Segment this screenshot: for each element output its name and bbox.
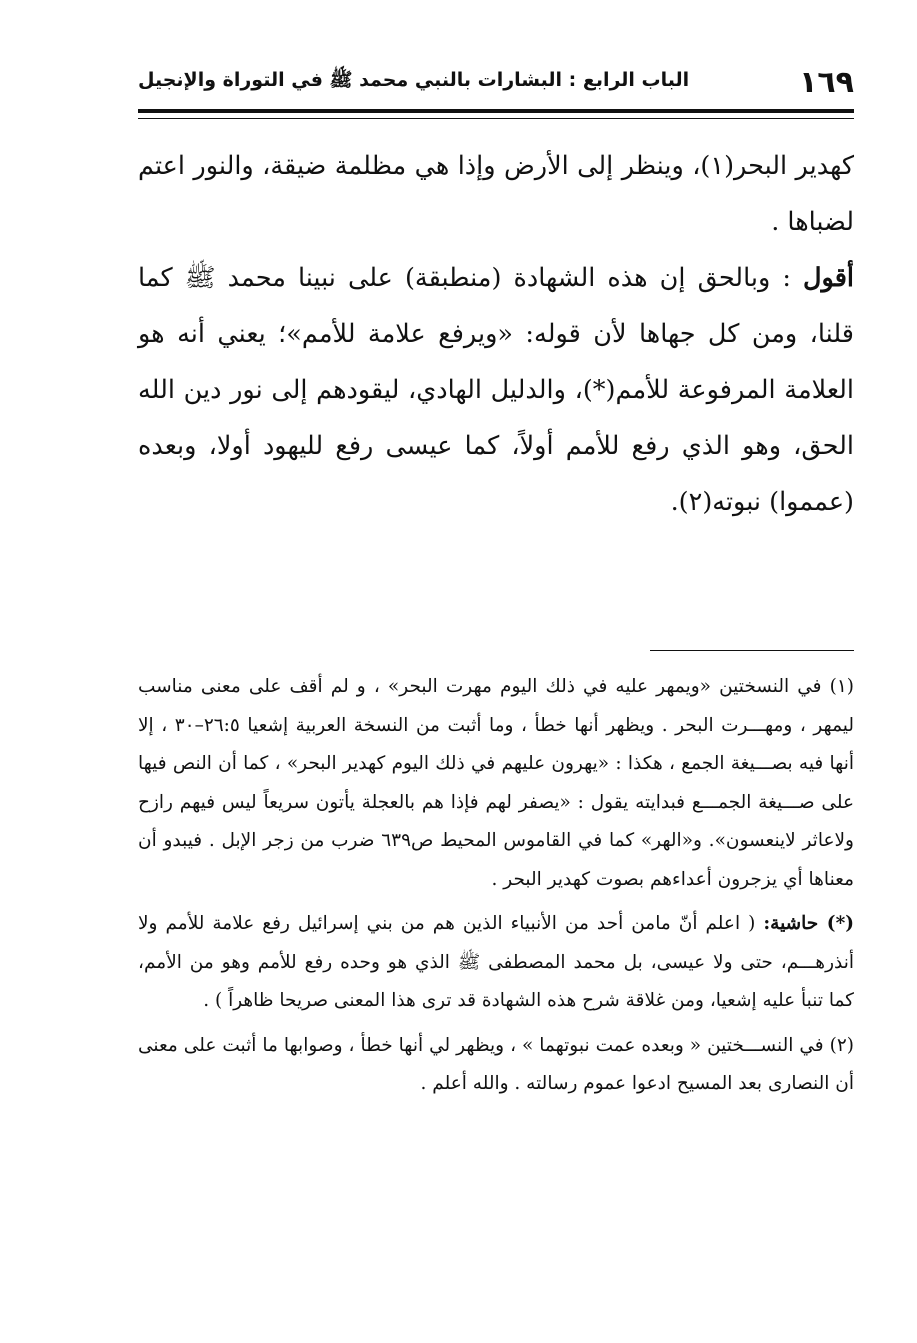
main-text — [138, 138, 854, 530]
header-rule-thin — [138, 118, 854, 119]
page-number: ١٦٩ — [799, 64, 854, 100]
footnote-2: (٢) في النســـختين « وبعده عمت نبوتهما » ، ويظهر لي أنها خطأ ، وصوابها ما أثبت على معنى أن النصارى بعد المسيح ادعوا عموم رسالته . والله أعلم . — [138, 1034, 854, 1094]
paragraph-1: كهدير البحر(١)، وينظر إلى الأرض وإذا هي مظلمة ضيقة، والنور اعتم لضباها . — [138, 151, 854, 237]
paragraph-2 — [138, 250, 854, 530]
footnote-star-text: ( اعلم أنّ مامن أحد من الأنبياء الذين هم من بني إسرائيل رفع علامة للأمم ولا أنذرهـــم، حتى ولا عيسى، بل محمد المصطفى ﷺ الذي هو وحده رفع للأمم وهو من الأمم، كما تنبأ عليه إشعيا، ومن غلاقة شرح هذه الشهادة قد ترى هذا المعنى صريحا ظاهراً ) . — [138, 913, 854, 1011]
footnote-1: (١) في النسختين «ويمهر عليه في ذلك اليوم مهرت البحر» ، و لم أقف على معنى مناسب ليمهر ، ومهـــرت البحر . ويظهر أنها خطأ ، وما أثبت من النسخة العربية إشعيا ٢٦:٥–٣٠ ، إلا أنها فيه بصـــيغة الجمع ، هكذا : «يهرون عليهم في ذلك اليوم كهدير البحر» ، كما أن النص فيها على صـــيغة الجمـــع فبدايته يقول : «يصفر لهم فإذا هم بالعجلة يأتون سريعاً ليس فيهم رازح ولاعاثر لاينعسون». و«الهر» كما في القاموس المحيط ص٦٣٩ ضرب من زجر الإبل . فيبدو أن معناها أي يزجرون أعداءهم بصوت كهدير البحر . — [138, 676, 854, 890]
paragraph-2-lead: أقول — [803, 263, 854, 293]
header-rule-thick — [138, 109, 854, 113]
footnotes — [138, 668, 854, 1104]
page-header — [138, 58, 854, 106]
footnote-star-label: (*) حاشية: — [763, 913, 854, 934]
footnote-star — [138, 905, 854, 1021]
footnote-separator — [650, 650, 854, 651]
running-title: الباب الرابع : البشارات بالنبي محمد ﷺ في التوراة والإنجيل — [138, 69, 690, 91]
paragraph-2-text: : وبالحق إن هذه الشهادة (منطبقة) على نبينا محمد ﷺ كما قلنا، ومن كل جهاها لأن قوله: «ويرفع علامة للأمم»؛ يعني أنه هو العلامة المرفوعة للأمم(*)، والدليل الهادي، ليقودهم إلى نور دين الله الحق، وهو الذي رفع للأمم أولاً، كما عيسى رفع لليهود أولا، وبعده (عمموا) نبوته(٢). — [138, 263, 854, 517]
